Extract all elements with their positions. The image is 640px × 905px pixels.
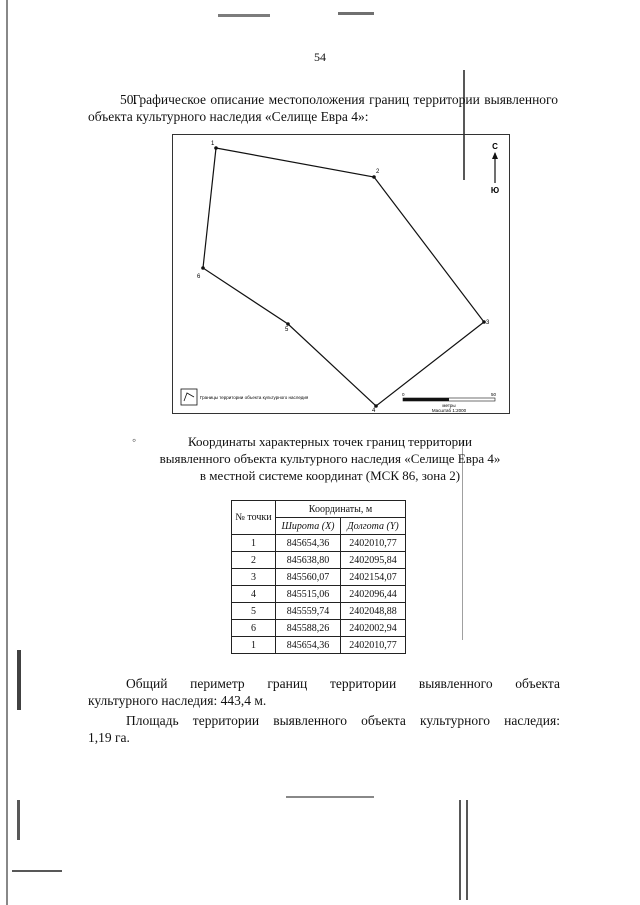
scan-mark xyxy=(466,800,468,900)
scan-mark xyxy=(12,870,62,872)
coordinates-title-line: в местной системе координат (МСК 86, зона 2) xyxy=(199,468,461,483)
cell-point: 2 xyxy=(232,552,276,569)
table-row xyxy=(232,620,406,637)
vertex-label: 4 xyxy=(372,408,376,413)
svg-text:0: 0 xyxy=(402,392,405,397)
area-paragraph xyxy=(88,712,560,746)
header-point: № точки xyxy=(232,501,276,535)
table-row xyxy=(232,535,406,552)
header-coordinates: Координаты, м xyxy=(276,501,406,518)
north-arrow-icon xyxy=(491,142,499,195)
perimeter-line: культурного наследия: 443,4 м. xyxy=(88,693,267,708)
cell-point: 6 xyxy=(232,620,276,637)
cell-y: 2402095,84 xyxy=(341,552,406,569)
cell-y: 2402002,94 xyxy=(341,620,406,637)
header-longitude: Долгота (Y) xyxy=(341,518,406,535)
cell-x: 845559,74 xyxy=(276,603,341,620)
section-number: 50. xyxy=(120,92,137,107)
section-heading xyxy=(88,91,558,125)
cell-y: 2402010,77 xyxy=(341,535,406,552)
coordinates-title-line: выявленного объекта культурного наследия «Селище Евра 4» xyxy=(159,451,501,466)
cell-x: 845638,80 xyxy=(276,552,341,569)
map-drawing xyxy=(173,135,509,413)
scan-mark xyxy=(17,800,20,840)
coordinates-title-line: Координаты характерных точек границ территории xyxy=(188,434,472,449)
vertex-marker xyxy=(286,322,290,326)
scan-mark xyxy=(6,0,8,905)
cell-point: 3 xyxy=(232,569,276,586)
section-heading-text: Графическое описание местоположения границ территории выявленного объекта культурного наследия «Селище Евра 4»: xyxy=(88,92,558,124)
vertex-label: 1 xyxy=(211,141,215,147)
perimeter-paragraph xyxy=(88,675,560,709)
svg-text:50: 50 xyxy=(491,392,497,397)
svg-text:метры: метры xyxy=(442,403,456,408)
cell-x: 845654,36 xyxy=(276,535,341,552)
cell-y: 2402010,77 xyxy=(341,637,406,654)
cell-y: 2402096,44 xyxy=(341,586,406,603)
svg-text:С: С xyxy=(492,142,498,151)
table-row xyxy=(232,637,406,654)
map-legend xyxy=(181,389,309,405)
scan-mark xyxy=(286,796,374,798)
boundary-map xyxy=(172,134,510,414)
scan-mark xyxy=(218,14,270,17)
bullet-mark: ◦ xyxy=(132,433,137,447)
legend-text: Границы территории объекта культурного наследия xyxy=(200,395,309,400)
cell-point: 4 xyxy=(232,586,276,603)
scan-mark xyxy=(459,800,461,900)
vertex-label: 5 xyxy=(285,327,289,333)
area-line: Площадь территории выявленного объекта культурного наследия: xyxy=(126,713,560,728)
scan-mark xyxy=(17,650,21,710)
table-row xyxy=(232,552,406,569)
vertex-label: 3 xyxy=(486,320,490,326)
vertex-marker xyxy=(372,175,376,179)
coordinates-table xyxy=(231,500,406,654)
cell-y: 2402154,07 xyxy=(341,569,406,586)
area-line: 1,19 га. xyxy=(88,730,130,745)
cell-x: 845588,26 xyxy=(276,620,341,637)
cell-x: 845515,06 xyxy=(276,586,341,603)
svg-text:Масштаб 1:2000: Масштаб 1:2000 xyxy=(431,408,467,413)
vertex-label: 6 xyxy=(197,274,201,280)
cell-y: 2402048,88 xyxy=(341,603,406,620)
page-number: 54 xyxy=(314,50,326,64)
vertex-marker xyxy=(214,146,218,150)
table-row xyxy=(232,569,406,586)
perimeter-line: Общий периметр границ территории выявленного объекта xyxy=(126,676,560,691)
cell-x: 845560,07 xyxy=(276,569,341,586)
cell-x: 845654,36 xyxy=(276,637,341,654)
scan-mark xyxy=(338,12,374,15)
cell-point: 1 xyxy=(232,637,276,654)
svg-text:Ю: Ю xyxy=(490,186,500,195)
scale-bar xyxy=(402,392,497,413)
vertex-marker xyxy=(201,266,205,270)
table-row xyxy=(232,586,406,603)
cell-point: 1 xyxy=(232,535,276,552)
coordinates-title xyxy=(120,433,540,484)
header-latitude: Широта (X) xyxy=(276,518,341,535)
boundary-polygon xyxy=(203,148,484,406)
vertex-label: 2 xyxy=(376,169,380,175)
table-row xyxy=(232,603,406,620)
cell-point: 5 xyxy=(232,603,276,620)
